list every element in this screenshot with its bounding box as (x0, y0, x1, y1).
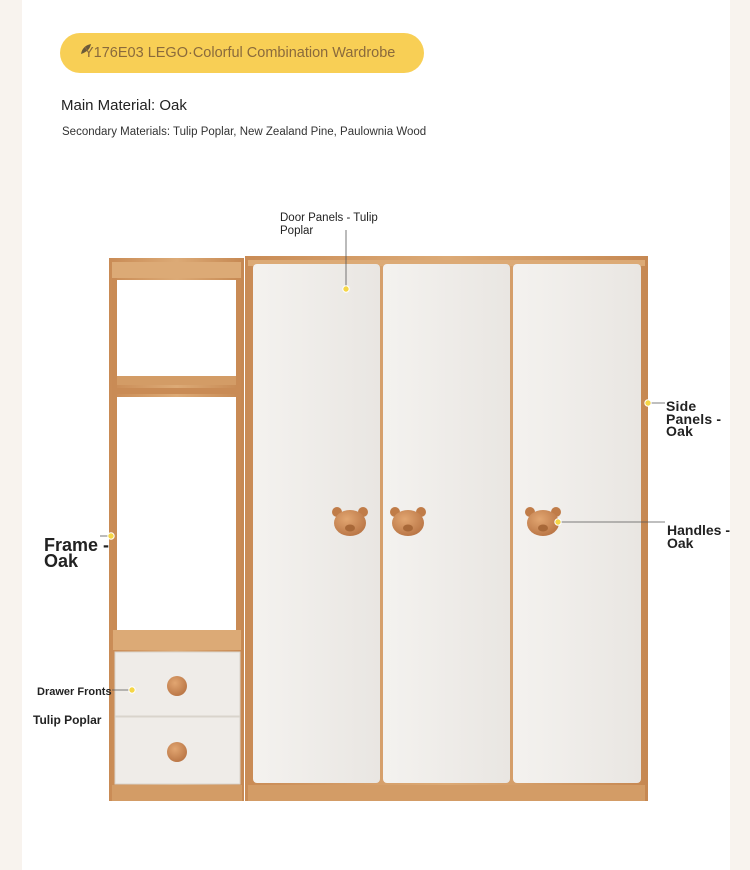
handles-label: Handles - Oak (667, 522, 731, 551)
drawer-knob-icon (167, 676, 187, 696)
main-material: Main Material: Oak (61, 97, 187, 114)
side-panels-label: Side Panels - Oak (666, 398, 722, 439)
drawer-fronts (112, 652, 242, 801)
frame-label: Frame - Oak (44, 535, 110, 571)
drawer-fronts-material-label: Tulip Poplar (33, 713, 102, 727)
wardrobe-body (245, 256, 648, 801)
drawer-fronts-label: Drawer Fronts (37, 686, 112, 698)
product-title: Y176E03 LEGO·Colorful Combination Wardrobe (84, 45, 396, 61)
drawer-knob-icon (167, 742, 187, 762)
secondary-materials: Secondary Materials: Tulip Poplar, New Zealand Pine, Paulownia Wood (62, 126, 427, 138)
door-panels-label: Door Panels - Tulip Poplar (280, 212, 378, 237)
